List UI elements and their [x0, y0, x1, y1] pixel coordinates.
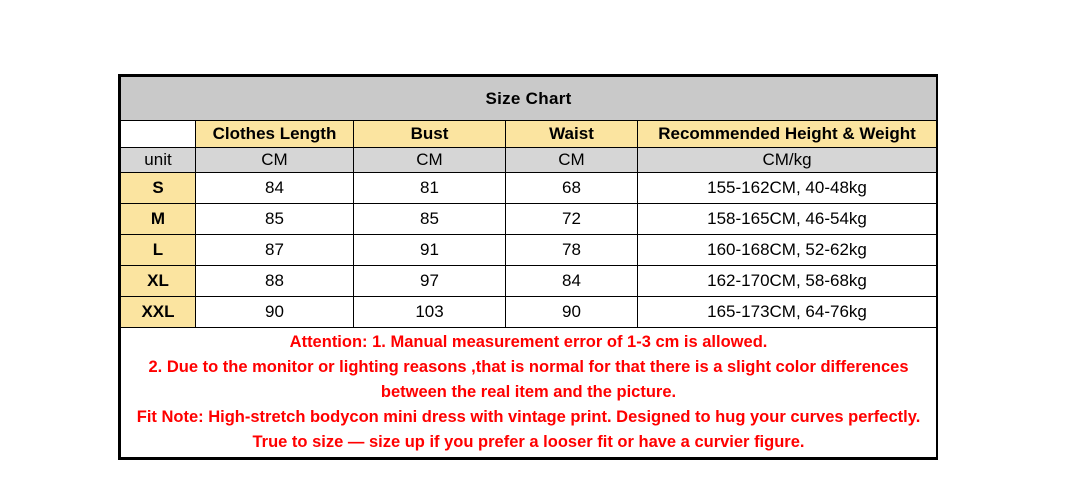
row-recommended: 155-162CM, 40-48kg — [638, 173, 937, 204]
unit-bust: CM — [354, 148, 506, 173]
unit-label: unit — [121, 148, 196, 173]
row-bust: 103 — [354, 297, 506, 328]
row-clothes-length: 88 — [196, 266, 354, 297]
unit-recommended: CM/kg — [638, 148, 937, 173]
note-color-difference: 2. Due to the monitor or lighting reasons ,that is normal for that there is a slight color differences between the real item and the picture. — [148, 358, 909, 401]
unit-row — [121, 148, 937, 173]
row-size-label: XXL — [121, 297, 196, 328]
table-row — [121, 173, 937, 204]
header-blank-cell — [121, 121, 196, 148]
notes-container — [121, 328, 937, 458]
row-size-label: M — [121, 204, 196, 235]
row-recommended: 160-168CM, 52-62kg — [638, 235, 937, 266]
row-clothes-length: 90 — [196, 297, 354, 328]
header-bust: Bust — [354, 121, 506, 148]
table-row — [121, 297, 937, 328]
note-fit: Fit Note: High-stretch bodycon mini dress with vintage print. Designed to hug your curves perfectly. True to size — size up if you prefer a looser fit or have a curvier figure. — [136, 408, 921, 451]
row-bust: 81 — [354, 173, 506, 204]
row-clothes-length: 87 — [196, 235, 354, 266]
row-bust: 91 — [354, 235, 506, 266]
table-row — [121, 266, 937, 297]
note-attention: Attention: 1. Manual measurement error of 1-3 cm is allowed. — [289, 333, 768, 351]
row-recommended: 165-173CM, 64-76kg — [638, 297, 937, 328]
row-waist: 90 — [506, 297, 638, 328]
row-waist: 78 — [506, 235, 638, 266]
title-row — [121, 77, 937, 121]
row-clothes-length: 85 — [196, 204, 354, 235]
row-size-label: XL — [121, 266, 196, 297]
header-row — [121, 121, 937, 148]
row-recommended: 158-165CM, 46-54kg — [638, 204, 937, 235]
size-chart-container — [118, 74, 938, 460]
row-waist: 72 — [506, 204, 638, 235]
row-bust: 85 — [354, 204, 506, 235]
table-row — [121, 204, 937, 235]
row-waist: 84 — [506, 266, 638, 297]
row-clothes-length: 84 — [196, 173, 354, 204]
header-clothes-length: Clothes Length — [196, 121, 354, 148]
row-recommended: 162-170CM, 58-68kg — [638, 266, 937, 297]
row-bust: 97 — [354, 266, 506, 297]
row-size-label: S — [121, 173, 196, 204]
unit-waist: CM — [506, 148, 638, 173]
size-chart-table — [120, 76, 937, 458]
header-recommended: Recommended Height & Weight — [638, 121, 937, 148]
table-row — [121, 235, 937, 266]
header-waist: Waist — [506, 121, 638, 148]
row-waist: 68 — [506, 173, 638, 204]
notes-row — [121, 328, 937, 458]
unit-clothes-length: CM — [196, 148, 354, 173]
row-size-label: L — [121, 235, 196, 266]
chart-title: Size Chart — [121, 77, 937, 121]
